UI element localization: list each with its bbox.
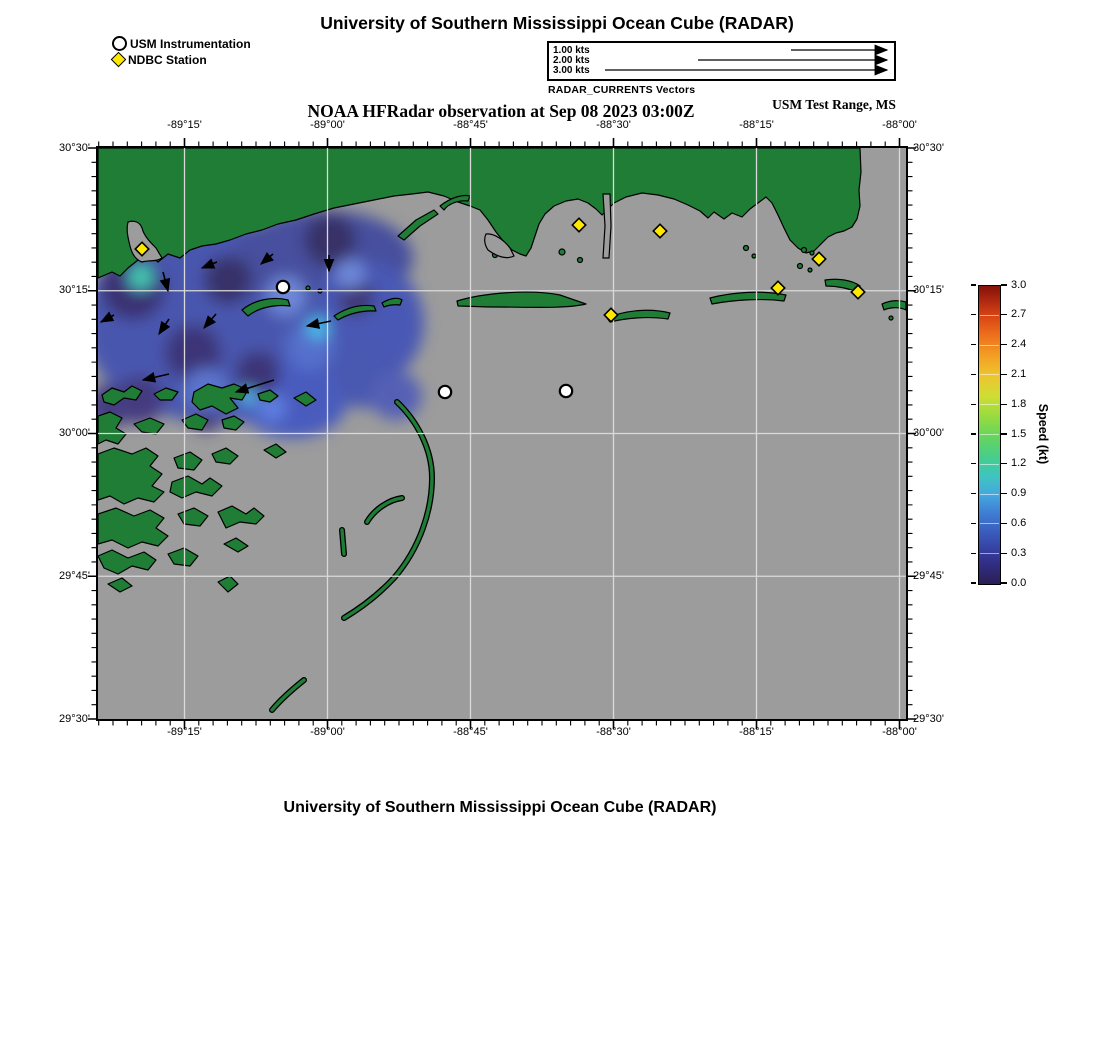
map-legend <box>112 36 251 68</box>
x-axis-label-top: -88°45' <box>453 119 488 131</box>
colorbar-title: Speed (kt) <box>1036 403 1050 465</box>
colorbar-tick-label: 1.2 <box>1011 457 1027 470</box>
x-axis-label-top: -88°15' <box>739 119 774 131</box>
colorbar-tick <box>1001 553 1007 554</box>
colorbar-tick <box>1001 404 1007 405</box>
colorbar-tick <box>1001 582 1007 583</box>
x-axis-label-bottom: -88°00' <box>882 726 917 738</box>
vector-scale-caption: RADAR_CURRENTS Vectors <box>548 84 696 96</box>
colorbar-tick <box>971 553 976 554</box>
map-canvas <box>96 146 908 721</box>
colorbar-gridline <box>980 315 999 316</box>
vector-scale-label-2: 2.00 kts <box>553 55 590 66</box>
colorbar-gridline <box>980 494 999 495</box>
usm-station-marker <box>439 386 451 398</box>
colorbar-gridline <box>980 374 999 375</box>
y-axis-label-left: 30°15' <box>59 284 90 297</box>
colorbar-tick <box>971 374 976 375</box>
colorbar-tick <box>1001 523 1007 524</box>
x-axis-label-bottom: -88°30' <box>596 726 631 738</box>
x-axis-label-top: -89°00' <box>310 119 345 131</box>
vector-scale-box <box>547 41 896 81</box>
colorbar-gridline <box>980 464 999 465</box>
colorbar-tick <box>971 493 976 494</box>
colorbar-tick <box>1001 314 1007 315</box>
legend-label: NDBC Station <box>128 52 207 67</box>
colorbar-tick <box>971 523 976 524</box>
colorbar-tick <box>971 463 976 464</box>
x-axis-label-top: -88°00' <box>882 119 917 131</box>
y-axis-label-left: 29°30' <box>59 712 90 725</box>
colorbar-tick <box>1001 284 1007 285</box>
colorbar-tick <box>971 314 976 315</box>
vector-scale-label-3: 3.00 kts <box>553 65 590 76</box>
vector-scale-arrows <box>549 43 894 79</box>
colorbar-gridline <box>980 523 999 524</box>
legend-item-ndbc <box>112 52 251 67</box>
x-axis-label-bottom: -89°00' <box>310 726 345 738</box>
y-axis-label-left: 30°30' <box>59 141 90 154</box>
colorbar-tick-label: 0.0 <box>1011 576 1027 589</box>
x-axis-label-bottom: -88°15' <box>739 726 774 738</box>
colorbar-tick-label: 0.6 <box>1011 516 1027 529</box>
colorbar-tick <box>971 404 976 405</box>
y-axis-label-left: 29°45' <box>59 569 90 582</box>
diamond-icon <box>111 52 127 68</box>
colorbar-tick <box>1001 344 1007 345</box>
y-axis-label-right: 29°45' <box>913 569 944 582</box>
x-axis-label-top: -89°15' <box>167 119 202 131</box>
y-axis-label-right: 29°30' <box>913 712 944 725</box>
colorbar-tick <box>1001 374 1007 375</box>
colorbar-tick-label: 2.7 <box>1011 308 1027 321</box>
map-svg <box>98 148 906 719</box>
page-title: University of Southern Mississippi Ocean Cube (RADAR) <box>320 13 794 33</box>
colorbar-tick <box>1001 493 1007 494</box>
y-axis-label-left: 30°00' <box>59 427 90 439</box>
y-axis-label-right: 30°30' <box>913 141 944 154</box>
colorbar-tick-label: 0.9 <box>1011 487 1027 500</box>
colorbar-tick-label: 1.5 <box>1011 427 1027 440</box>
speed-colorbar <box>978 285 1001 585</box>
colorbar-gridline <box>980 404 999 405</box>
colorbar-tick <box>971 344 976 345</box>
usm-station-marker <box>560 385 572 397</box>
colorbar-gridline <box>980 345 999 346</box>
legend-label: USM Instrumentation <box>130 36 251 51</box>
x-axis-label-bottom: -88°45' <box>453 726 488 738</box>
footer-title: University of Southern Mississippi Ocean Cube (RADAR) <box>283 799 717 816</box>
x-axis-label-top: -88°30' <box>596 119 631 131</box>
region-label: USM Test Range, MS <box>772 97 896 112</box>
circle-icon <box>112 36 127 51</box>
colorbar-tick-label: 2.1 <box>1011 367 1027 380</box>
colorbar-tick-label: 1.8 <box>1011 397 1027 410</box>
colorbar-tick <box>1001 433 1007 434</box>
colorbar-tick-label: 2.4 <box>1011 338 1027 351</box>
colorbar-gridline <box>980 434 999 435</box>
usm-station-marker <box>277 281 289 293</box>
colorbar-gridline <box>980 553 999 554</box>
y-axis-label-right: 30°15' <box>913 284 944 297</box>
colorbar-tick-label: 0.3 <box>1011 546 1027 559</box>
vector-scale-label-1: 1.00 kts <box>553 45 590 56</box>
colorbar-tick-label: 3.0 <box>1011 278 1027 291</box>
legend-item-usm <box>112 36 251 51</box>
observation-subtitle: NOAA HFRadar observation at Sep 08 2023 03:00Z <box>307 101 695 121</box>
colorbar-tick <box>1001 463 1007 464</box>
y-axis-label-right: 30°00' <box>913 427 944 439</box>
x-axis-label-bottom: -89°15' <box>167 726 202 738</box>
